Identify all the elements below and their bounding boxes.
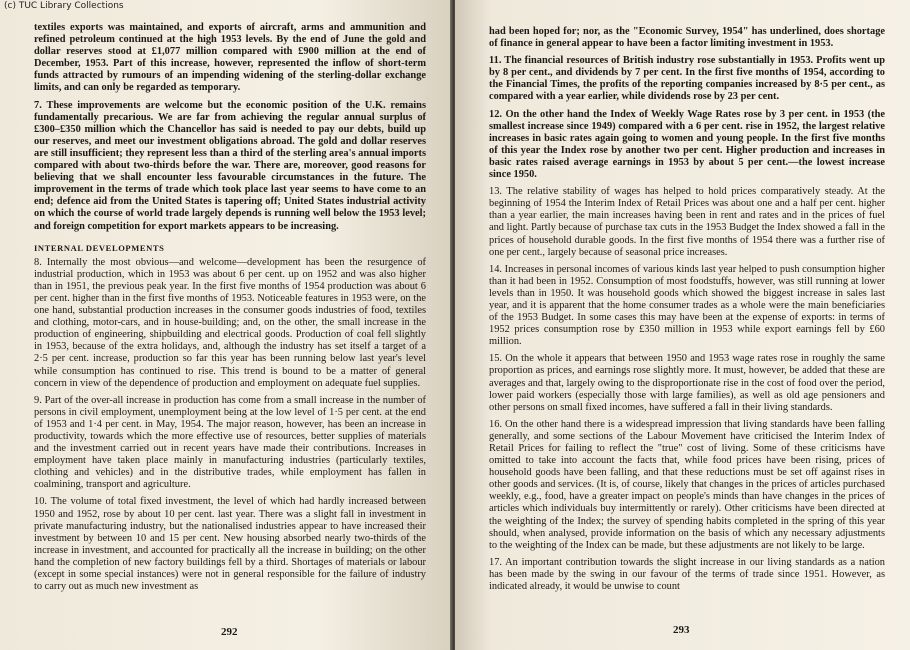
paragraph: 15. On the whole it appears that between 1950 and 1953 wage rates rose in roughly the same proportion as prices, and earnings rose slightly more. It must, however, be added that these are averages and that, largely owing to the disproportionate rise in the cost of food over the period, lower paid workers (especially those with large families), as well as old age pensioners and other persons on small fixed incomes, have suffered a fall in their living standards. <box>489 353 885 413</box>
right-page <box>455 0 910 650</box>
paragraph: 10. The volume of total fixed investment, the level of which had hardly increased between 1950 and 1952, rose by about 10 per cent. last year. There was a slight fall in investment in private manufacturing industry, but the nationalised industries appear to have increased their investment by between 10 and 15 per cent. New housing absorbed nearly two-thirds of the increase in investment, and accounted for practically all the increase in building; on the other hand the completion of new factory buildings fell by a third. Shortages of materials or labour (except in some special instances) were not in general responsible for the failure of industry to carry out as much new investment as <box>34 496 426 593</box>
section-heading: INTERNAL DEVELOPMENTS <box>34 242 165 253</box>
paragraph: 12. On the other hand the Index of Weekly Wage Rates rose by 3 per cent. in 1953 (the smallest increase since 1949) compared with a 6 per cent. rise in 1952, the largest relative increases in basic rates again going to women and young people. In the first five months of this year the Index rose by another two per cent. Higher production and increases in basic rates raised average earnings in 1953 by about 5 per cent.—the lowest increase since 1950. <box>489 108 885 181</box>
paragraph: 8. Internally the most obvious—and welcome—development has been the resurgence of industrial production, which in 1953 was about 6 per cent. up on 1952 and was also higher than in 1951, the previous peak year. In the first five months of 1954 production was about 6 per cent. higher than in the first five months of 1953. Noticeable features in 1953 were, on the one hand, substantial production increases in the consumer goods industries of food, textiles and clothing, motor-cars, and in house-building; and, on the other, the small increase in the production of engineering, shipbuilding and electrical goods. Production of coal fell slightly in 1953, because of the extra holidays, and, although the industry has set itself a target of a 2·5 per cent. increase, production so far this year has been running below last year's level while consumption has continued to rise. This trend is bound to be a matter of general concern in view of the dependence of production and employment on adequate fuel supplies. <box>34 256 426 389</box>
paragraph: 11. The financial resources of British industry rose substantially in 1953. Profits went up by 8 per cent., and dividends by 7 per cent. In the first five months of 1954, according to the Financial Times, the profits of the reporting companies increased by 8·5 per cent., as compared with a year earlier, while dividends rose by 23 per cent. <box>489 55 885 103</box>
paragraph: had been hoped for; nor, as the "Economic Survey, 1954" has underlined, does shortage of finance in general appear to have been a factor limiting investment in 1953. <box>489 26 885 50</box>
right-page-text <box>489 26 885 598</box>
paragraph: textiles exports was maintained, and exports of aircraft, arms and ammunition and refined petroleum continued at the high 1953 levels. By the end of June the gold and dollar reserves stood at £1,077 million compared with £900 million at the end of December, 1953. Part of this increase, however, represented the inflow of short-term funds attracted by rumours of an impending widening of the sterling-dollar exchange limits, and can only be regarded as temporary. <box>34 22 426 94</box>
paragraph: 7. These improvements are welcome but the economic position of the U.K. remains fundamentally precarious. We are far from achieving the regular annual surplus of £300–£350 million which the Chancellor has said is needed to pay our debts, build up our reserves, and meet our investment obligations abroad. The gold and dollar reserves are still insufficient; they represent less than a third of the sterling area's annual imports compared with about two-thirds before the war. There are, moreover, good reasons for believing that we shall encounter less favourable circumstances in the future. The improvement in the terms of trade which took place last year seems to have come to an end; defence aid from the United States is tapering off; United States industrial activity on which the course of world trade largely depends is running well below the 1953 level; and foreign competition for export markets appears to be increasing. <box>34 99 426 232</box>
page-number: 293 <box>673 624 690 636</box>
paragraph: 13. The relative stability of wages has helped to hold prices comparatively steady. At the beginning of 1954 the Interim Index of Retail Prices was about one and a half per cent. higher than a year earlier, the main increases having been in rent and rates and in the prices of fuel and light. Partly because of purchase tax cuts in the 1953 Budget the Index showed a fall in the prices of household durable goods. In the first five months of 1954 there was a further rise of one per cent., largely because of seasonal price increases. <box>489 186 885 258</box>
watermark: (c) TUC Library Collections <box>4 1 124 11</box>
left-page <box>0 0 452 650</box>
paragraph: 17. An important contribution towards the slight increase in our living standards as a nation has been made by the swing in our favour of the terms of trade since 1951. However, as indicated already, it would be unwise to count <box>489 556 885 593</box>
page-number: 292 <box>221 626 238 638</box>
paragraph: 14. Increases in personal incomes of various kinds last year helped to push consumption higher than it had been in 1952. Consumption of most foodstuffs, however, was still running at lower levels than in 1950. It was household goods which showed the biggest increase in sales last year, and it is apparent that the home consumer trades as a whole were the main beneficiaries of the 1953 Budget. In some cases this may have been at the expense of exports: in terms of 1952 prices consumption rose by £350 million in 1953 while export earnings fell by £60 million. <box>489 263 885 348</box>
paragraph: 9. Part of the over-all increase in production has come from a small increase in the number of persons in civil employment, unemployment being at the low level of 1·5 per cent. at the end of 1953 and 1·4 per cent. in May, 1954. The major reason, however, has been an increase in productivity, towards which the more effective use of resources, better supplies of materials and the investment carried out in recent years have made their contributions. Increases in employment have taken place mainly in manufacturing industries (particularly textiles, clothing and vehicles) and in the distributive trades, while employment has fallen in coalmining, transport and agriculture. <box>34 394 426 491</box>
paragraph: 16. On the other hand there is a widespread impression that living standards have been falling generally, and some sections of the Labour Movement have criticised the Interim Index of Retail Prices for failing to reflect the "true" cost of living. Some of these criticisms have omitted to take into account the facts that, while food prices have been rising, prices of household goods have been falling, and that these reductions must be set off against rises in other goods and services. (It is, of course, likely that changes in the prices of articles purchased weekly, e.g., food, have a greater impact on people's minds than have changes in the prices of articles which individuals buy intermittently or rarely). Other criticisms have been directed at the weighting of the Index; the survey of spending habits completed in the spring of this year should, when analysed, provide information on the basis of which any necessary adjustments to the weighting of the Index can be made, but these adjustments are not likely to be large. <box>489 418 885 551</box>
left-page-text <box>34 22 426 598</box>
